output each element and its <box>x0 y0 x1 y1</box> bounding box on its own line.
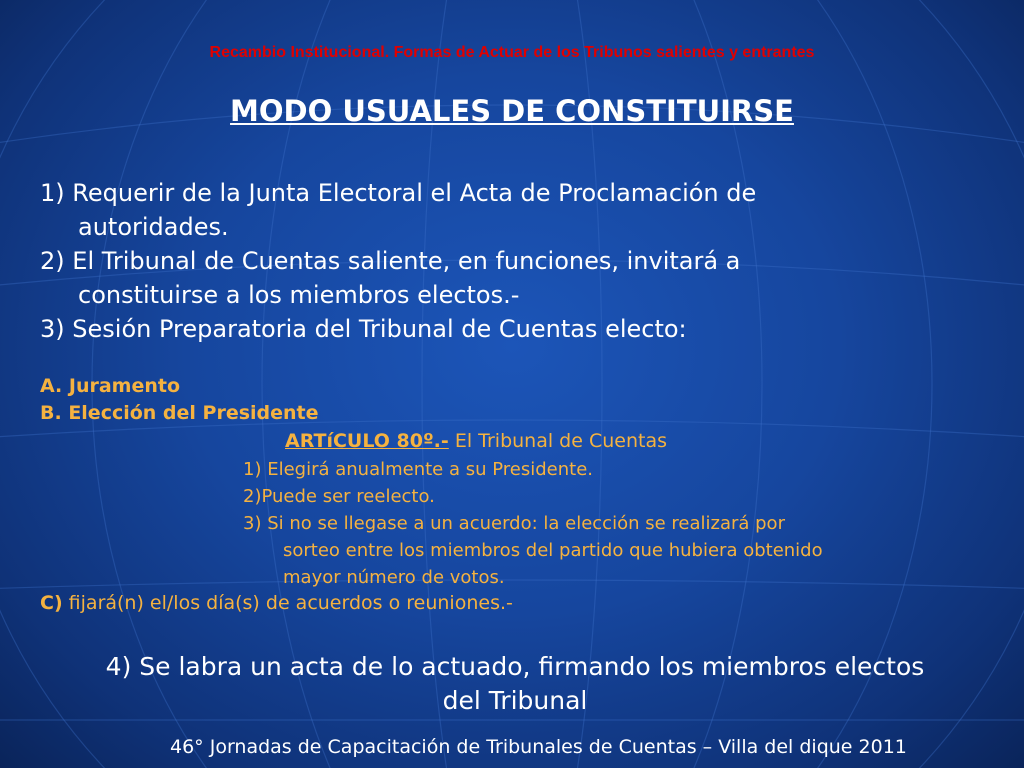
step-1 <box>40 176 940 244</box>
step-1-number: 1) <box>40 179 65 207</box>
step-3-number: 3) <box>40 315 65 343</box>
article-item-3 <box>243 510 1003 591</box>
header-title: Recambio Institucional. Formas de Actuar de los Tribunos salientes y entrantes <box>209 44 815 61</box>
step-4 <box>30 650 1000 718</box>
article-item-3-text: 3) Si no se llegase a un acuerdo: la elección se realizará por <box>243 513 785 534</box>
article-item-3-cont-2: mayor número de votos. <box>283 567 505 588</box>
article-label: ARTíCULO 80º.- <box>285 430 449 452</box>
step-2-number: 2) <box>40 247 65 275</box>
sub-item-c <box>40 592 513 614</box>
footer-text: 46° Jornadas de Capacitación de Tribunales de Cuentas – Villa del dique 2011 <box>170 736 907 758</box>
step-4-line-1: 4) Se labra un acta de lo actuado, firmando los miembros electos <box>105 652 925 681</box>
article-text: El Tribunal de Cuentas <box>448 430 667 452</box>
step-1-text: Requerir de la Junta Electoral el Acta de Proclamación de <box>72 179 757 207</box>
step-2 <box>40 244 940 312</box>
sub-item-a: A. Juramento <box>40 375 181 397</box>
sub-item-c-label: C) <box>40 592 63 614</box>
article-line <box>285 430 667 452</box>
step-3-text: Sesión Preparatoria del Tribunal de Cuentas electo: <box>72 315 687 343</box>
article-item-3-cont-1: sorteo entre los miembros del partido que hubiera obtenido <box>283 540 823 561</box>
step-2-text: El Tribunal de Cuentas saliente, en funciones, invitará a <box>72 247 741 275</box>
sub-item-b: B. Elección del Presidente <box>40 402 319 424</box>
article-item-2: 2)Puede ser reelecto. <box>243 486 435 507</box>
main-heading: MODO USUALES DE CONSTITUIRSE <box>230 94 794 128</box>
step-4-line-2: del Tribunal <box>442 686 588 715</box>
step-2-continuation: constituirse a los miembros electos.- <box>78 281 520 309</box>
step-1-continuation: autoridades. <box>78 213 229 241</box>
sub-item-c-text: fijará(n) el/los día(s) de acuerdos o reuniones.- <box>62 592 513 614</box>
article-item-1: 1) Elegirá anualmente a su Presidente. <box>243 459 593 480</box>
step-3 <box>40 312 940 346</box>
